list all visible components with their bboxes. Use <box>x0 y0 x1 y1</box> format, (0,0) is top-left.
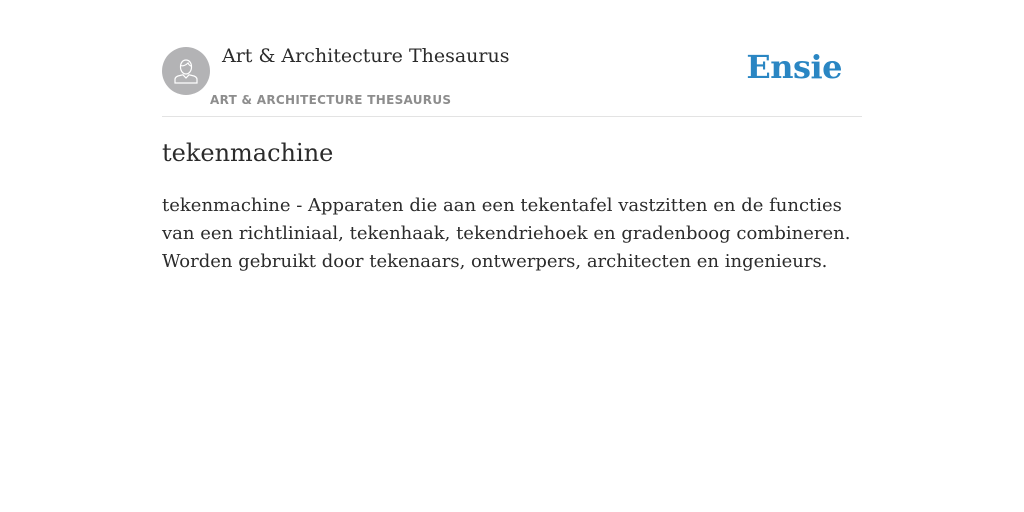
page-container <box>162 0 862 272</box>
page-header <box>162 0 862 117</box>
user-icon <box>171 56 201 86</box>
site-title[interactable]: Art & Architecture Thesaurus <box>222 45 510 67</box>
site-subtitle[interactable]: ART & ARCHITECTURE THESAURUS <box>210 93 452 107</box>
entry-definition: tekenmachine - Apparaten die aan een tekentafel vastzitten en de functies van een richtliniaal, tekenhaak, tekendriehoek en gradenboog combineren. Worden gebruikt door tekenaars, ontwerpers, architecten en ingenieurs. <box>162 195 851 272</box>
ensie-logo[interactable]: Ensie <box>746 48 842 86</box>
avatar[interactable] <box>162 47 210 95</box>
entry-term: tekenmachine <box>162 139 334 167</box>
